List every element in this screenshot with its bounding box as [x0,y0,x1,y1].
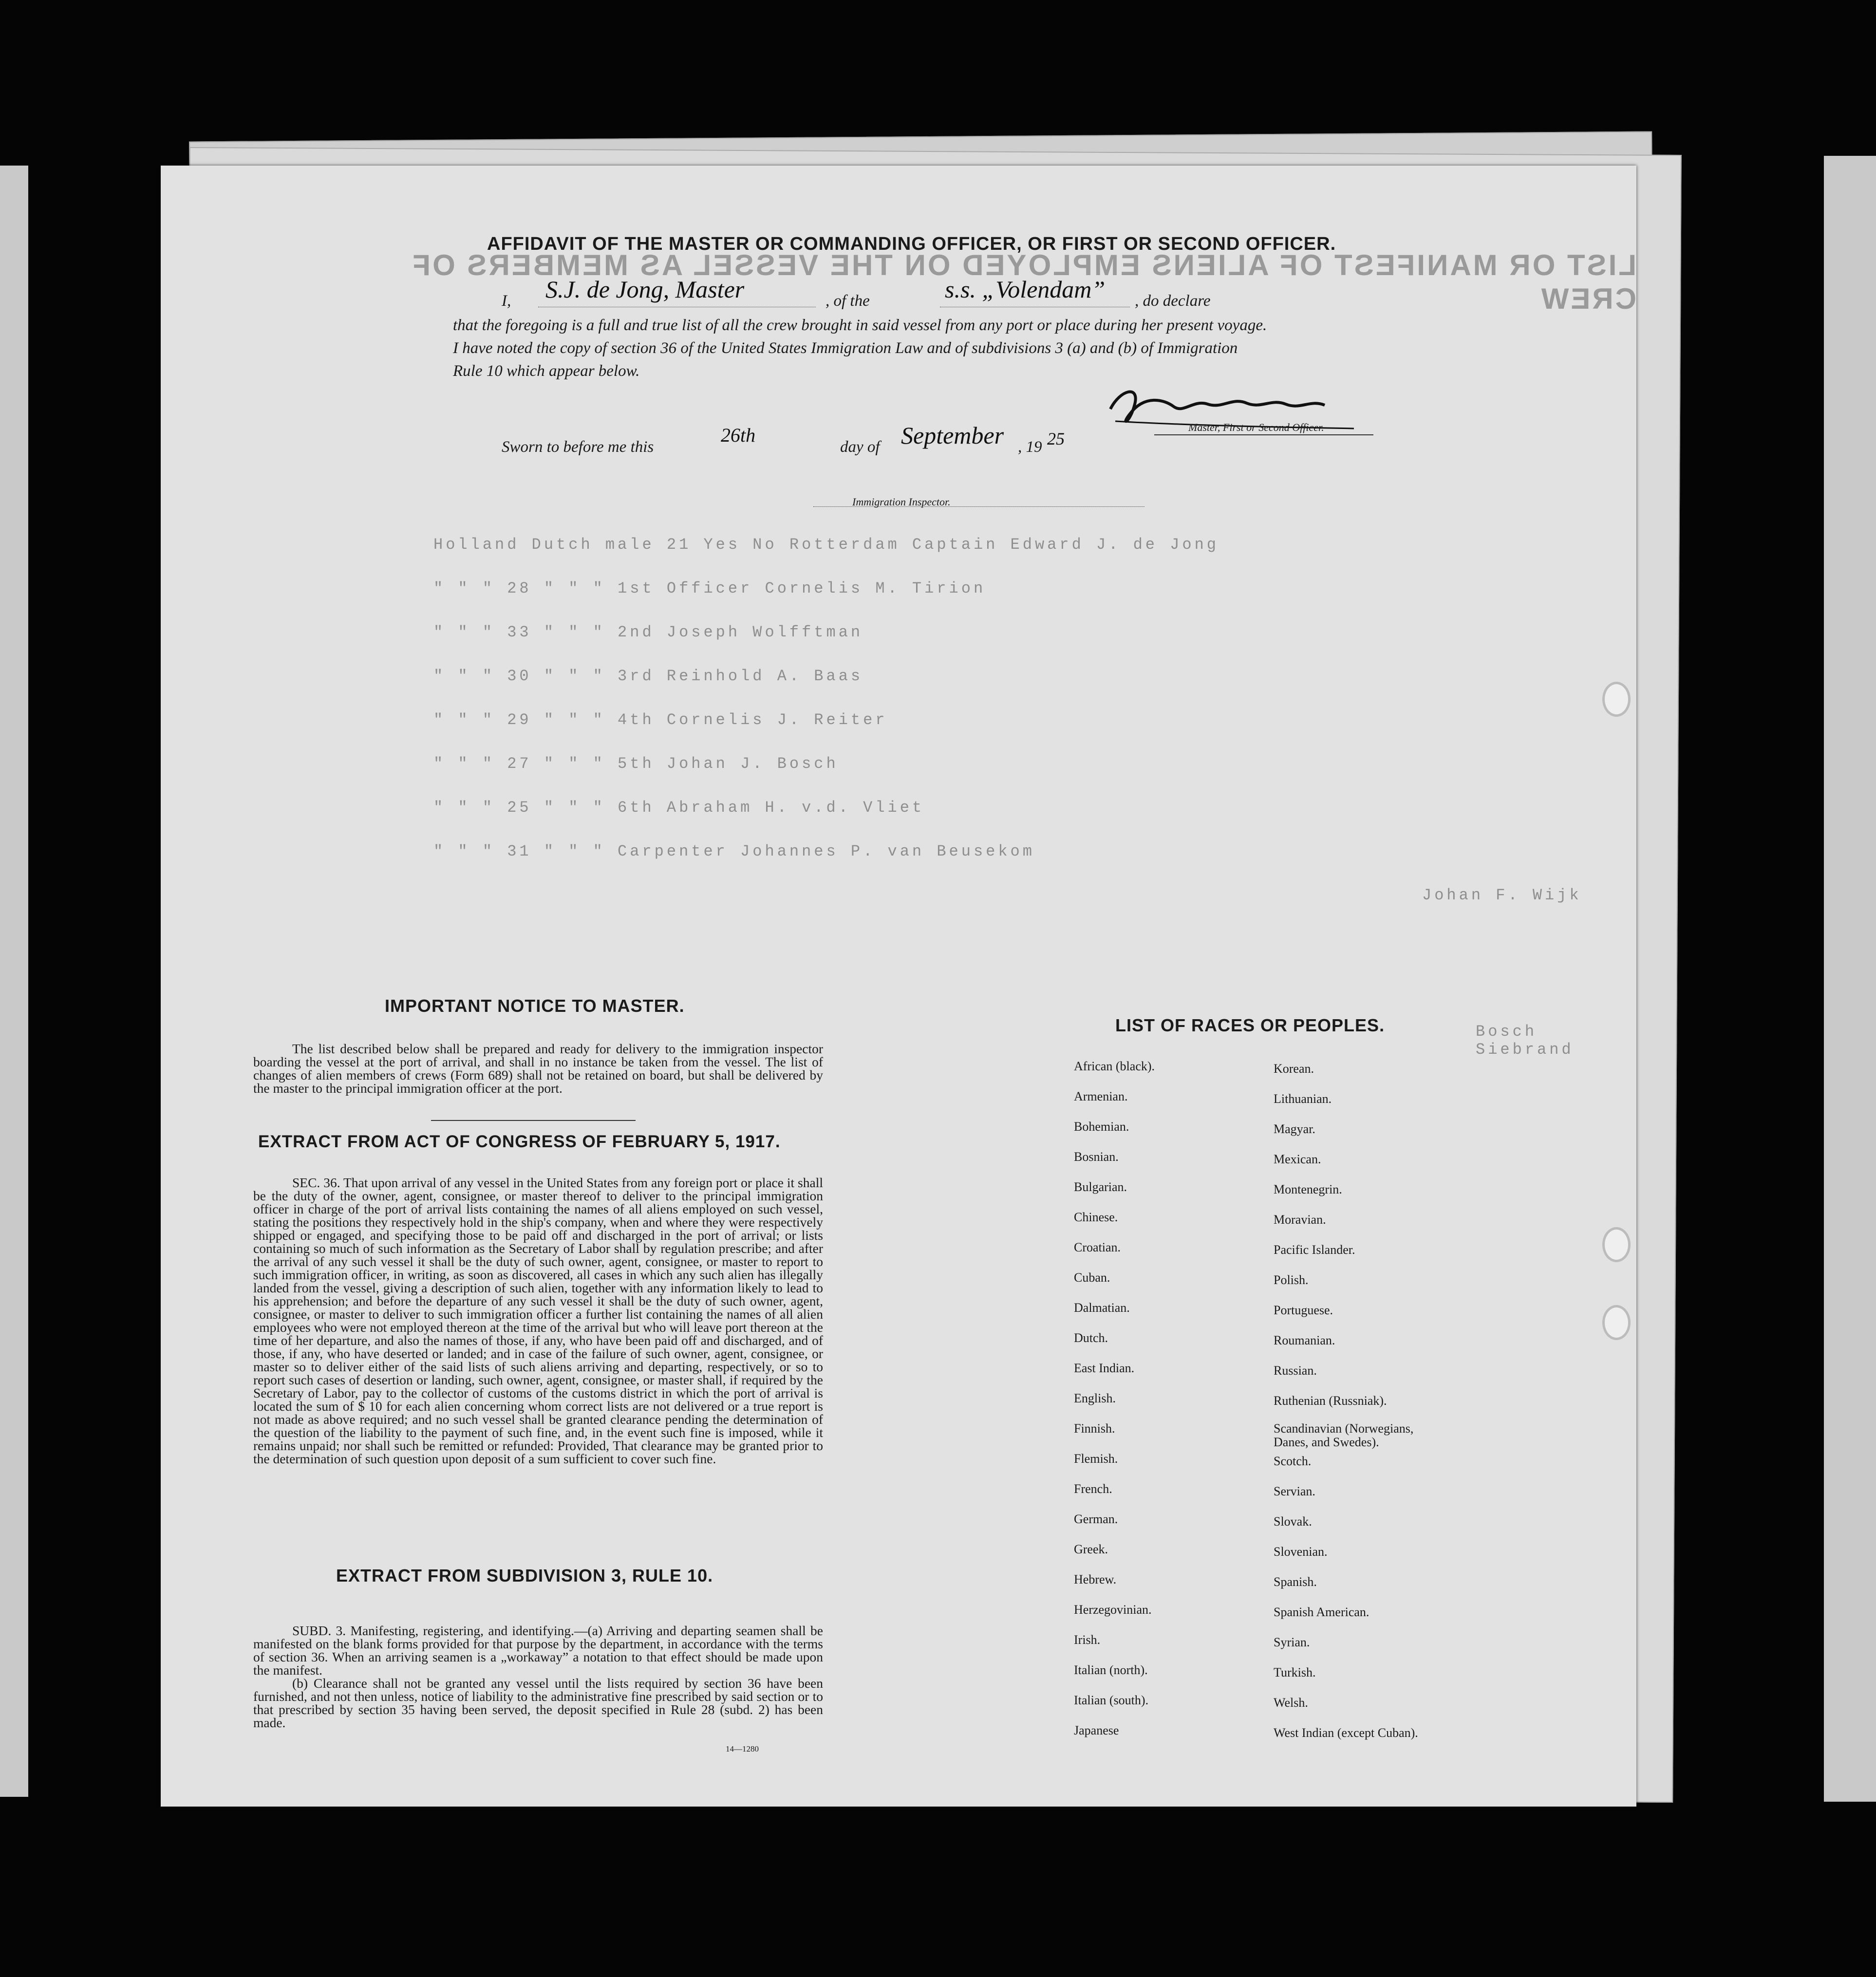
bleed-through-row: " " " 27 " " " 5th Johan J. Bosch [433,755,839,773]
race-right: Magyar. [1274,1122,1315,1136]
vessel-name-handwritten: s.s. „Volendam” [945,276,1106,303]
day-of-label: day of [840,438,880,456]
sworn-year-handwritten: 25 [1047,429,1065,448]
affidavit-line-4: Rule 10 which appear below. [453,362,640,380]
bleed-through-row: " " " 25 " " " 6th Abraham H. v.d. Vliet [433,799,925,817]
affidavit-line-2: that the foregoing is a full and true list of all the crew brought in said vessel from any port or place during her present voyage. [453,317,1267,334]
punch-hole [1602,682,1631,717]
extract-rule-title: EXTRACT FROM SUBDIVISION 3, RULE 10. [336,1566,713,1585]
race-left: Croatian. [1074,1240,1121,1254]
sworn-year-prefix: , 19 [1018,438,1042,456]
race-left: Bulgarian. [1074,1180,1127,1194]
race-right: Servian. [1274,1484,1315,1498]
race-right: Syrian. [1274,1635,1310,1649]
bleed-through-row: " " " 28 " " " 1st Officer Cornelis M. Tirion [433,579,986,597]
race-left: Italian (south). [1074,1693,1149,1707]
race-right: Polish. [1274,1273,1309,1287]
race-right: Turkish. [1274,1665,1316,1679]
section-36-paragraph: SEC. 36. That upon arrival of any vessel in the United States from any foreign port or place it shall be the duty of the owner, agent, consignee, or master thereof to deliver to the principal immigration officer in charge of the port of arrival lists containing the names of all aliens employed on such vessel, stating the positions they respectively hold in the ship's company, when and where they were respectively shipped or engaged, and specifying those to be paid off and discharged in the port of arrival; or lists containing so much of such information as the Secretary of Labor shall by regulation prescribe; and after the arrival of any such vessel it shall be the duty of such owner, agent, consignee, or master to report to such immigration officer, in writing, as soon as discovered, all cases in which any such alien has illegally landed from the vessel, giving a description of such alien, together with any information likely to lead to his apprehension; and before the departure of any such vessel it shall be the duty of such owner, agent, consignee, or master to deliver to such immigration officer a further list containing the names of all alien employees who were not employed thereon at the time of the arrival but who will leave port thereon at the time of her departure, and also the names of those, if any, who have been paid off and discharged, and of those, if any, who have deserted or landed; and in case of the failure of such owner, agent, consignee, or master so to deliver either of the said lists of such aliens arriving and departing, respectively, or so to report such cases of desertion or landing, such owner, agent, consignee, or master shall, if required by the Secretary of Labor, pay to the collector of customs of the customs district in which the port of arrival is located the sum of $ 10 for each alien concerning whom correct lists are not delivered or a true report is not made as above required; and no such vessel shall be granted clearance pending the determination of the question of the liability to the payment of such fine, and, in the event such fine is imposed, while it remains unpaid; nor shall such be remitted or refunded: Provided, That clearance may be granted prior to the determination of such question upon deposit of a sum sufficient to cover such fine. [253,1175,823,1466]
do-declare-label: , do declare [1135,292,1211,310]
race-left: Herzegovinian. [1074,1603,1152,1617]
race-left: Japanese [1074,1723,1119,1737]
race-left: African (black). [1074,1059,1155,1073]
of-the-label: , of the [825,292,870,310]
race-left: Dutch. [1074,1331,1108,1345]
race-right: Welsh. [1274,1696,1308,1710]
race-left: Armenian. [1074,1089,1128,1103]
race-left: German. [1074,1512,1118,1526]
race-left: Flemish. [1074,1452,1118,1466]
bleed-through-heading: LIST OR MANIFEST OF ALIENS EMPLOYED ON THE VESSEL AS MEMBERS OF CREW [411,249,1636,315]
punch-hole [1602,1227,1631,1262]
extract-rule-body [253,1624,823,1729]
bleed-through-row: " " " 29 " " " 4th Cornelis J. Reiter [433,711,888,729]
sworn-day-handwritten: 26th [721,424,756,446]
subd-3a-paragraph: SUBD. 3. Manifesting, registering, and identifying.—(a) Arriving and departing seamen shall be manifested on the blank forms provided for that purpose by the department, in accordance with the terms of section 36. When an arriving seamen is a „workaway” a notation to that effect should be made upon the manifest. [253,1623,823,1678]
adjacent-page-right [1824,156,1876,1802]
race-left: French. [1074,1482,1112,1496]
extract-act-body [253,1176,823,1465]
race-left: Cuban. [1074,1270,1110,1285]
master-name-handwritten: S.J. de Jong, Master [545,276,745,303]
bleed-through-row: Bosch Siebrand [1476,1023,1574,1059]
affidavit-line-3: I have noted the copy of section 36 of the United States Immigration Law and of subdivisions 3 (a) and (b) of Immigration [453,339,1238,357]
notice-paragraph: The list described below shall be prepared and ready for delivery to the immigration inspector boarding the vessel at the port of arrival, and shall in no instance be taken from the vessel. The list of changes of alien members of crews (Form 689) shall not be retained on board, but shall be delivered by the master to the principal immigration officer at the port. [253,1041,823,1096]
race-right: Slovenian. [1274,1545,1328,1559]
adjacent-page-left [0,166,28,1797]
race-right: Russian. [1274,1363,1317,1378]
subd-3b-paragraph: (b) Clearance shall not be granted any vessel until the lists required by section 36 have been furnished, and not then unless, notice of liability to the administrative fine prescribed by said section or to that prescribed by section 35 having been served, the deposit specified in Rule 28 (subd. 2) has been made. [253,1676,823,1730]
race-left: Italian (north). [1074,1663,1148,1677]
sworn-label: Sworn to before me this [502,438,654,456]
race-left: Chinese. [1074,1210,1118,1224]
race-right: Mexican. [1274,1152,1321,1166]
bleed-through-row: " " " 31 " " " Carpenter Johannes P. van Beusekom [433,842,1035,860]
race-right: Spanish American. [1274,1605,1369,1619]
bleed-through-row: Johan F. Wijk [1422,886,1582,904]
form-number: 14—1280 [726,1744,759,1753]
race-right: Montenegrin. [1274,1182,1342,1196]
affidavit-i-label: I, [502,292,511,310]
bleed-through-row: " " " 30 " " " 3rd Reinhold A. Baas [433,667,863,685]
race-left: Finnish. [1074,1421,1115,1436]
affidavit-page [161,166,1636,1807]
race-right: Spanish. [1274,1575,1317,1589]
divider [431,1120,636,1121]
race-left: Hebrew. [1074,1572,1117,1586]
race-right: Moravian. [1274,1212,1326,1227]
bleed-through-row: " " " 33 " " " 2nd Joseph Wolfftman [433,623,863,641]
inspector-caption: Immigration Inspector. [852,496,951,508]
race-left: English. [1074,1391,1116,1405]
races-title: LIST OF RACES OR PEOPLES. [1115,1015,1385,1035]
punch-hole [1602,1305,1631,1340]
race-left: Greek. [1074,1542,1108,1556]
race-left: East Indian. [1074,1361,1135,1375]
race-right: Slovak. [1274,1514,1312,1529]
race-right: Scotch. [1274,1454,1312,1468]
extract-act-title: EXTRACT FROM ACT OF CONGRESS OF FEBRUARY 5, 1917. [258,1132,781,1151]
race-right: Scandinavian (Norwegians, Danes, and Swedes). [1274,1421,1414,1449]
race-right: Roumanian. [1274,1333,1335,1347]
sworn-month-handwritten: September [901,422,1004,449]
race-right: West Indian (except Cuban). [1274,1726,1418,1740]
race-right: Lithuanian. [1274,1092,1332,1106]
bleed-through-row: Holland Dutch male 21 Yes No Rotterdam Captain Edward J. de Jong [433,536,1219,554]
race-left: Dalmatian. [1074,1301,1130,1315]
affidavit-title: AFFIDAVIT OF THE MASTER OR COMMANDING OFFICER, OR FIRST OR SECOND OFFICER. [487,234,1336,254]
race-left: Irish. [1074,1633,1101,1647]
race-left: Bosnian. [1074,1150,1119,1164]
race-right: Ruthenian (Russniak). [1274,1394,1387,1408]
race-right: Pacific Islander. [1274,1243,1355,1257]
race-left: Bohemian. [1074,1119,1129,1134]
signature-caption: Master, First or Second Officer. [1188,421,1324,433]
notice-title: IMPORTANT NOTICE TO MASTER. [385,996,685,1016]
notice-body [253,1042,823,1095]
race-right: Portuguese. [1274,1303,1333,1317]
race-right: Korean. [1274,1062,1314,1076]
signature-line [1154,434,1373,435]
